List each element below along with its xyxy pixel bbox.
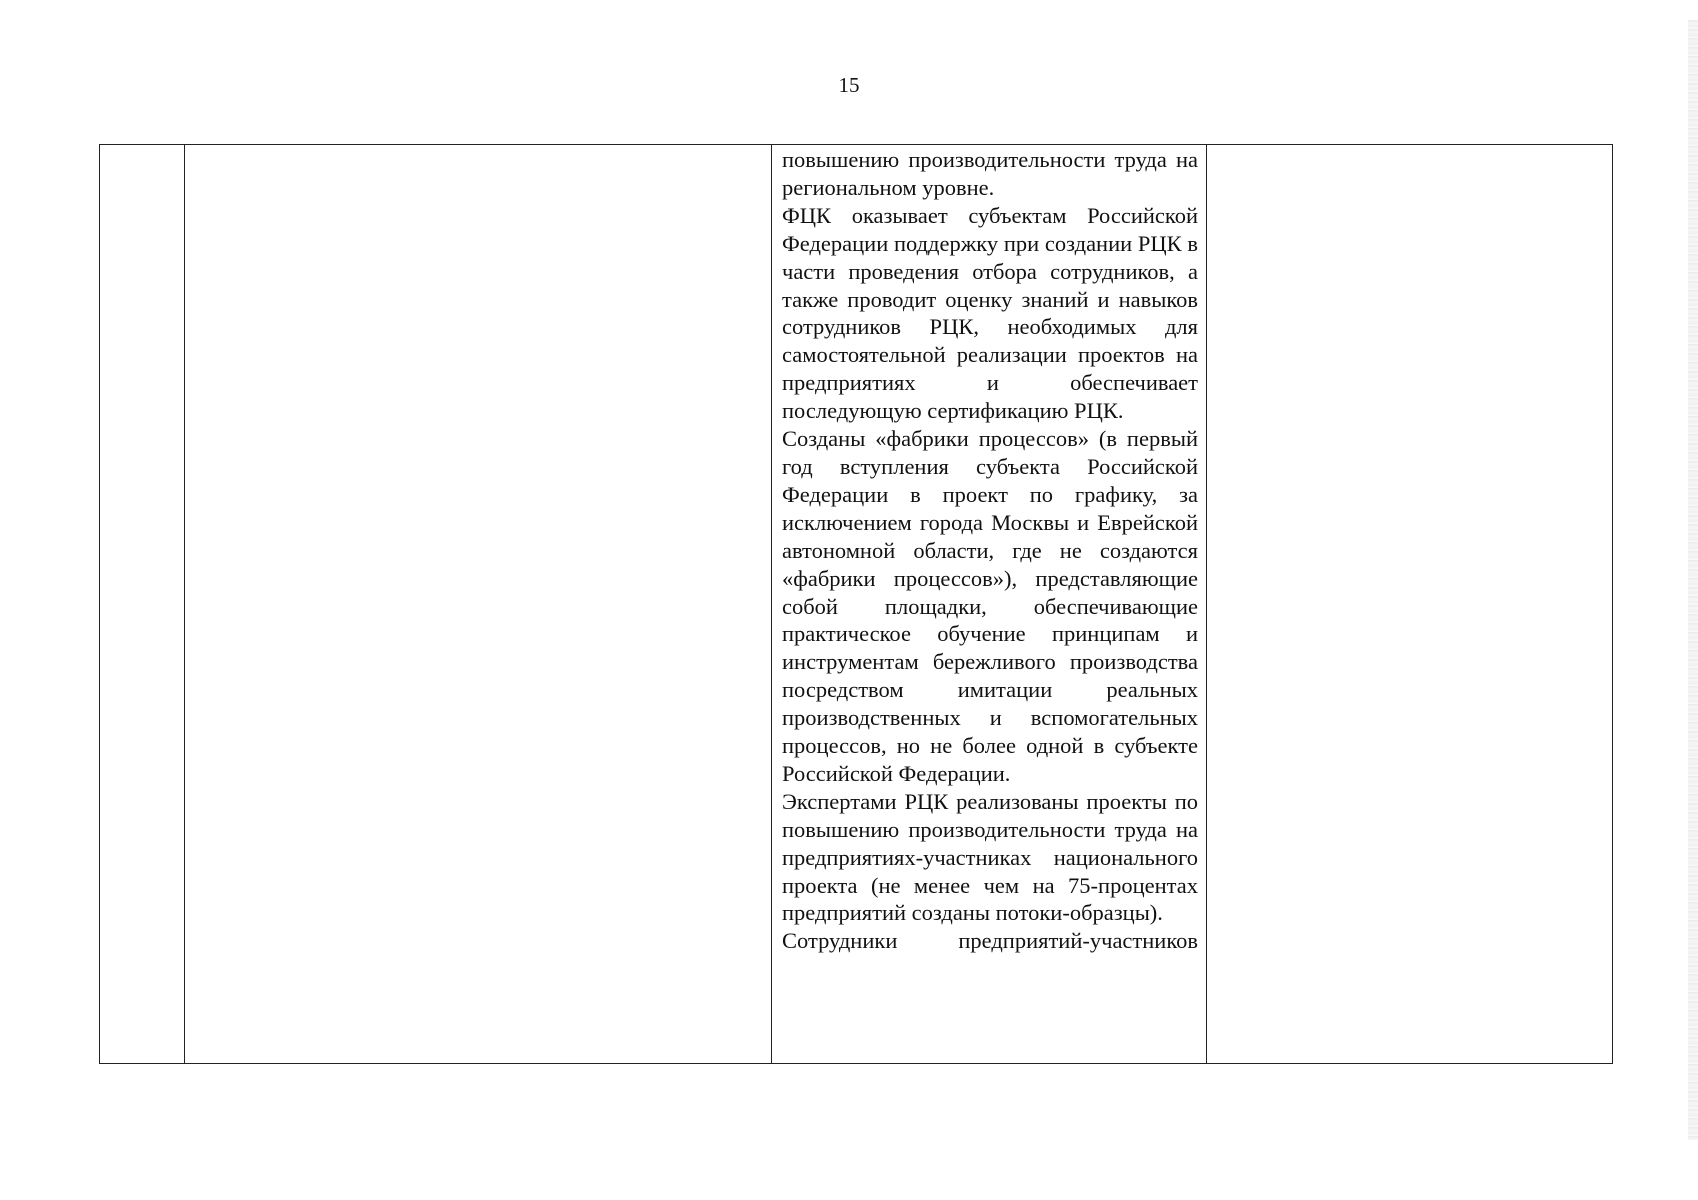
scan-edge-artifact: [1688, 20, 1698, 1140]
table-cell-number: [100, 145, 185, 1064]
table-cell-name: [185, 145, 772, 1064]
table-row: [100, 145, 1613, 1064]
description-paragraph: Экспертами РЦК реализованы проекты по повышению производительности труда на предприятиях-участниках национального проекта (не менее чем на 75-процентах предприятий созданы потоки-образцы).: [782, 788, 1198, 926]
description-paragraph: ФЦК оказывает субъектам Российской Федерации поддержку при создании РЦК в части проведения отбора сотрудников, а также проводит оценку знаний и навыков сотрудников РЦК, необходимых для самостоятельной реализации проектов на предприятиях и обеспечивает последующую сертификацию РЦК.: [782, 202, 1198, 424]
description-paragraph: повышению производительности труда на региональном уровне.: [782, 147, 1198, 200]
table-cell-notes: [1207, 145, 1613, 1064]
page-number-text: 15: [838, 73, 860, 97]
description-paragraph: Сотрудники предприятий-участников: [782, 928, 1198, 954]
table-cell-description: [772, 145, 1207, 1064]
page-number: [0, 73, 1698, 98]
document-table: [99, 144, 1613, 1064]
description-paragraph: Созданы «фабрики процессов» (в первый год вступления субъекта Российской Федерации в проект по графику, за исключением города Москвы и Еврейской автономной области, где не создаются «фабрики процессов»), представляющие собой площадки, обеспечивающие практическое обучение принципам и инструментам бережливого производства посредством имитации реальных производственных и вспомогательных процессов, но не более одной в субъекте Российской Федерации.: [782, 426, 1198, 786]
description-text: [772, 145, 1206, 1063]
